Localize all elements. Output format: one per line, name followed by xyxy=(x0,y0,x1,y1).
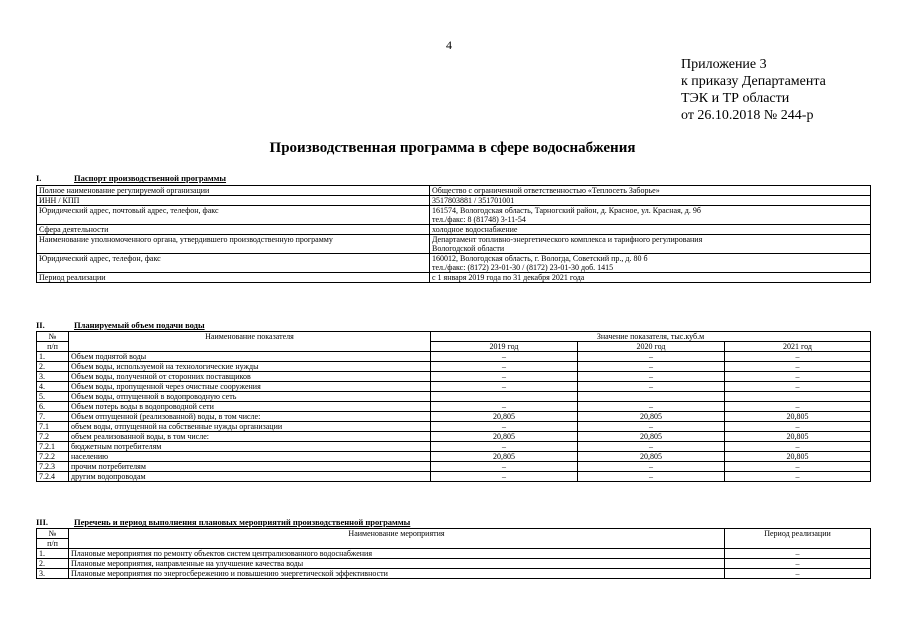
indicator-value xyxy=(725,392,871,402)
row-number: 7.2.1 xyxy=(37,442,69,452)
table-row xyxy=(37,462,871,472)
indicator-value: – xyxy=(431,472,578,482)
row-number: 7.2.2 xyxy=(37,452,69,462)
indicator-name: бюджетным потребителям xyxy=(69,442,431,452)
indicator-value: – xyxy=(431,442,578,452)
col-period-header: Период реализации xyxy=(725,529,871,549)
indicator-value: – xyxy=(725,402,871,412)
appendix-line: ТЭК и ТР области xyxy=(681,91,790,106)
passport-value xyxy=(430,235,871,254)
table-row xyxy=(37,254,871,273)
table-row xyxy=(37,372,871,382)
measure-name: Плановые мероприятия по ремонту объектов систем централизованного водоснабжения xyxy=(69,549,725,559)
indicator-value xyxy=(578,392,725,402)
row-number: 6. xyxy=(37,402,69,412)
passport-label: Полное наименование регулируемой организации xyxy=(37,186,430,196)
passport-label: Наименование уполномоченного органа, утвердившего производственную программу xyxy=(37,235,430,254)
measure-period: – xyxy=(725,549,871,559)
indicator-name: Объем поднятой воды xyxy=(69,352,431,362)
indicator-value: 20,805 xyxy=(578,452,725,462)
table-row xyxy=(37,186,871,196)
table-row xyxy=(37,472,871,482)
table-row xyxy=(37,225,871,235)
col-num-header: № xyxy=(37,332,69,342)
indicator-value: – xyxy=(431,362,578,372)
indicator-value: 20,805 xyxy=(431,432,578,442)
section-3-heading xyxy=(36,517,410,527)
indicator-name: Объем воды, полученной от сторонних поставщиков xyxy=(69,372,431,382)
indicator-value: 20,805 xyxy=(725,432,871,442)
row-number: 7.2.3 xyxy=(37,462,69,472)
appendix-block xyxy=(681,56,826,124)
indicator-value: – xyxy=(578,352,725,362)
indicator-value: 20,805 xyxy=(725,452,871,462)
indicator-value: – xyxy=(431,372,578,382)
table-row xyxy=(37,206,871,225)
indicator-value: – xyxy=(578,372,725,382)
table-row xyxy=(37,196,871,206)
passport-value-line: Общество с ограниченной ответственностью «Теплосеть Заборье» xyxy=(432,186,660,195)
appendix-line: от 26.10.2018 № 244-р xyxy=(681,108,814,123)
passport-value-line: холодное водоснабжение xyxy=(432,225,518,234)
col-name-header: Наименование мероприятия xyxy=(69,529,725,549)
col-num-header: № xyxy=(37,529,69,539)
passport-value xyxy=(430,186,871,196)
table-row xyxy=(37,382,871,392)
page-number: 4 xyxy=(446,38,452,52)
indicator-value: – xyxy=(578,362,725,372)
passport-value-line: 3517803881 / 351701001 xyxy=(432,196,515,205)
indicator-value: – xyxy=(725,382,871,392)
section-number: III. xyxy=(36,517,49,527)
year-header: 2019 год xyxy=(431,342,578,352)
passport-value-line: тел./факс: 8 (81748) 3-11-54 xyxy=(432,215,526,224)
measure-period: – xyxy=(725,559,871,569)
col-num-header: п/п xyxy=(37,342,69,352)
appendix-line: Приложение 3 xyxy=(681,57,767,72)
indicator-value: 20,805 xyxy=(431,412,578,422)
table-row xyxy=(37,392,871,402)
measure-name: Плановые мероприятия, направленные на улучшение качества воды xyxy=(69,559,725,569)
passport-value xyxy=(430,196,871,206)
measures-table xyxy=(36,528,871,579)
indicator-value: – xyxy=(725,362,871,372)
row-number: 3. xyxy=(37,569,69,579)
section-title: Паспорт производственной программы xyxy=(74,173,227,183)
section-number: I. xyxy=(36,173,42,183)
year-header: 2020 год xyxy=(578,342,725,352)
passport-label: ИНН / КПП xyxy=(37,196,430,206)
indicator-value: – xyxy=(725,442,871,452)
passport-value xyxy=(430,225,871,235)
measure-name: Плановые мероприятия по энергосбережению и повышению энергетической эффективности xyxy=(69,569,725,579)
row-number: 3. xyxy=(37,372,69,382)
passport-label: Юридический адрес, телефон, факс xyxy=(37,254,430,273)
row-number: 5. xyxy=(37,392,69,402)
indicator-value: – xyxy=(725,372,871,382)
indicator-value: – xyxy=(578,442,725,452)
indicator-value: 20,805 xyxy=(725,412,871,422)
indicator-value: – xyxy=(431,462,578,472)
indicator-value: – xyxy=(578,382,725,392)
section-number: II. xyxy=(36,320,45,330)
indicator-value: – xyxy=(725,462,871,472)
indicator-name: населению xyxy=(69,452,431,462)
passport-value-line: Вологодской области xyxy=(432,244,505,253)
indicator-value: – xyxy=(578,422,725,432)
section-title: Перечень и период выполнения плановых мероприятий производственной программы xyxy=(74,517,411,527)
passport-value-line: с 1 января 2019 года по 31 декабря 2021 года xyxy=(432,273,585,282)
passport-value-line: 160012, Вологодская область, г. Вологда, Советский пр., д. 80 б xyxy=(432,254,648,263)
passport-value-line: Департамент топливно-энергетического комплекса и тарифного регулирования xyxy=(432,235,703,244)
row-number: 2. xyxy=(37,362,69,372)
indicator-name: прочим потребителям xyxy=(69,462,431,472)
row-number: 7.2.4 xyxy=(37,472,69,482)
indicator-name: Объем воды, пропущенной через очистные сооружения xyxy=(69,382,431,392)
col-value-header: Значение показателя, тыс.куб.м xyxy=(431,332,871,342)
indicator-value: 20,805 xyxy=(578,412,725,422)
indicator-name: Объем воды, используемой на технологические нужды xyxy=(69,362,431,372)
row-number: 1. xyxy=(37,549,69,559)
passport-value xyxy=(430,254,871,273)
row-number: 4. xyxy=(37,382,69,392)
section-title: Планируемый объем подачи воды xyxy=(74,320,205,330)
table-row xyxy=(37,432,871,442)
indicator-value: – xyxy=(431,402,578,412)
appendix-line: к приказу Департамента xyxy=(681,74,826,89)
indicator-name: другим водопроводам xyxy=(69,472,431,482)
indicator-value: – xyxy=(431,382,578,392)
indicator-value: – xyxy=(431,352,578,362)
section-1-heading xyxy=(36,173,226,183)
table-row xyxy=(37,452,871,462)
row-number: 7.1 xyxy=(37,422,69,432)
passport-label: Сфера деятельности xyxy=(37,225,430,235)
indicator-value: – xyxy=(578,472,725,482)
table-row xyxy=(37,569,871,579)
table-row xyxy=(37,549,871,559)
table-row xyxy=(37,402,871,412)
table-row xyxy=(37,235,871,254)
indicator-name: Объем отпущенной (реализованной) воды, в том числе: xyxy=(69,412,431,422)
passport-label: Юридический адрес, почтовый адрес, телефон, факс xyxy=(37,206,430,225)
table-row xyxy=(37,273,871,283)
indicator-value: 20,805 xyxy=(431,452,578,462)
water-volume-table xyxy=(36,331,871,482)
table-row xyxy=(37,442,871,452)
passport-value xyxy=(430,273,871,283)
indicator-name: объем воды, отпущенной на собственные нужды организации xyxy=(69,422,431,432)
table-row xyxy=(37,559,871,569)
col-num-header: п/п xyxy=(37,539,69,549)
measure-period: – xyxy=(725,569,871,579)
row-number: 2. xyxy=(37,559,69,569)
passport-table xyxy=(36,185,871,283)
document-title: Производственная программа в сфере водоснабжения xyxy=(269,140,636,156)
section-2-heading xyxy=(36,320,205,330)
indicator-value: – xyxy=(431,422,578,432)
indicator-name: Объем воды, отпущенной в водопроводную сеть xyxy=(69,392,431,402)
col-name-header: Наименование показателя xyxy=(69,332,431,352)
indicator-value: 20,805 xyxy=(578,432,725,442)
passport-value-line: 161574, Вологодская область, Тарногский район, д. Красное, ул. Красная, д. 9б xyxy=(432,206,701,215)
indicator-name: Объем потерь воды в водопроводной сети xyxy=(69,402,431,412)
passport-value xyxy=(430,206,871,225)
table-row xyxy=(37,412,871,422)
indicator-value: – xyxy=(725,352,871,362)
table-row xyxy=(37,422,871,432)
indicator-name: объем реализованной воды, в том числе: xyxy=(69,432,431,442)
row-number: 7. xyxy=(37,412,69,422)
indicator-value: – xyxy=(578,462,725,472)
table-row xyxy=(37,362,871,372)
indicator-value: – xyxy=(725,422,871,432)
row-number: 1. xyxy=(37,352,69,362)
indicator-value: – xyxy=(725,472,871,482)
table-row xyxy=(37,352,871,362)
passport-value-line: тел./факс: (8172) 23-01-30 / (8172) 23-01-30 доб. 1415 xyxy=(432,263,614,272)
row-number: 7.2 xyxy=(37,432,69,442)
passport-label: Период реализации xyxy=(37,273,430,283)
indicator-value: – xyxy=(578,402,725,412)
indicator-value xyxy=(431,392,578,402)
year-header: 2021 год xyxy=(725,342,871,352)
